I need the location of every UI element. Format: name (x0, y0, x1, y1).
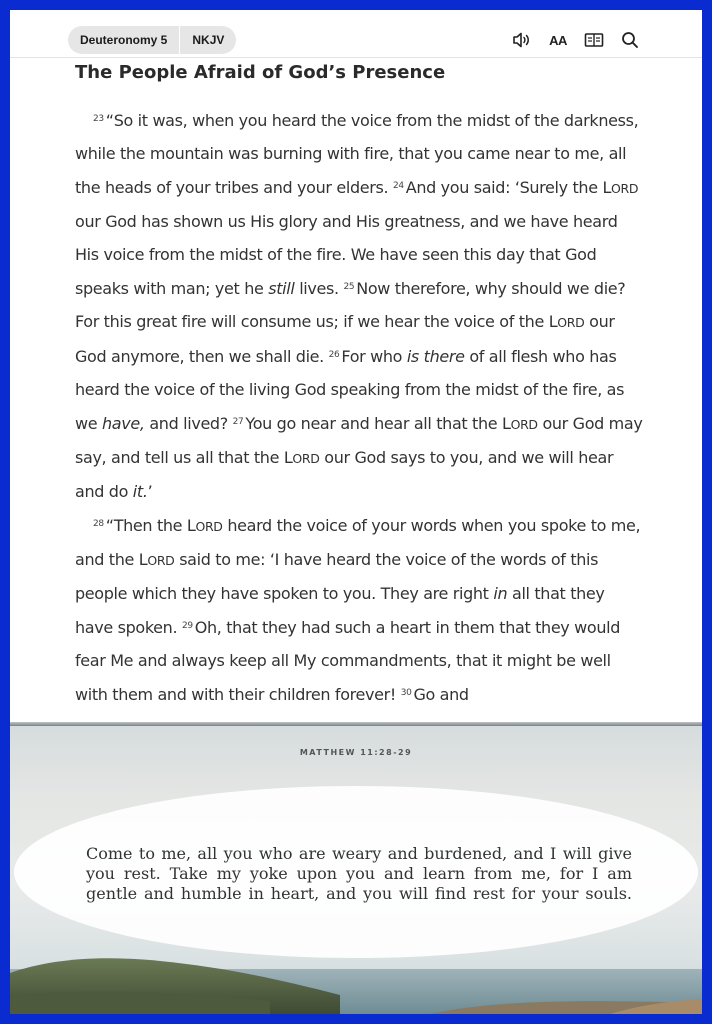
italic-word: in (493, 584, 508, 603)
verse-number: 28 (93, 519, 104, 529)
toolbar-actions (512, 30, 640, 50)
scripture-reader[interactable] (10, 58, 702, 722)
lord-small-caps: LORD (138, 550, 175, 569)
verse-text: said to me: ‘I have heard the voice of the words of this people which they have spoken to you. They are right (75, 550, 599, 603)
verse-text: our God says to you, and we will hear and do (75, 448, 614, 501)
text-size-icon[interactable]: AA (549, 32, 567, 48)
reader-toolbar (10, 10, 702, 58)
verse-text: “So it was, when you heard the voice from the midst of the darkness, while the mountain was burning with fire, that you came near to me, all the heads of your tribes and your elders. (75, 111, 639, 197)
search-icon[interactable] (620, 30, 640, 50)
lord-small-caps: LORD (548, 312, 585, 331)
verse-number: 25 (343, 282, 355, 292)
verse-text: our God anymore, then we shall die. (75, 312, 615, 366)
verse-text: Oh, that they had such a heart in them that they would fear Me and always keep all My commandments, that it might be well with them and with their children forever! (75, 618, 621, 704)
verse-number: 29 (181, 621, 193, 631)
verse-number: 23 (93, 114, 104, 124)
section-heading: The People Afraid of God’s Presence (75, 62, 446, 83)
scripture-text (75, 103, 645, 711)
verse-text: and lived? (149, 414, 228, 433)
verse-number: 26 (328, 350, 340, 360)
verse-number: 30 (400, 688, 412, 698)
book-chapter-button[interactable]: Deuteronomy 5 (80, 33, 168, 47)
lord-small-caps: LORD (502, 414, 538, 433)
italic-word: still (268, 279, 295, 298)
verse-text: “Then the (105, 516, 183, 535)
verse-text: our God has shown us His glory and His greatness, and we have heard His voice from the midst of the fire. We have seen this day that God speaks with man; yet he (75, 212, 618, 298)
verse-reference: MATTHEW 11:28-29 (299, 748, 413, 757)
verse-text: of all flesh who has heard the voice of the living God speaking from the midst of the fire, as we (75, 347, 625, 433)
italic-word: it. (132, 482, 148, 501)
verse-text: Go and (413, 685, 469, 704)
coastal-landscape-image (10, 951, 702, 1014)
verse-text: And you said: ‘Surely the (405, 178, 598, 197)
verse-text: all that they have spoken. (75, 584, 605, 637)
lord-small-caps: LORD (283, 448, 320, 467)
passage-selector[interactable] (68, 26, 236, 54)
verse-text: For who (341, 347, 403, 366)
app-frame (10, 10, 702, 1014)
speaker-icon[interactable] (512, 30, 532, 50)
italic-word: is there (406, 347, 465, 366)
verse-text: our God may say, and tell us all that the (75, 414, 643, 467)
verse-image-banner[interactable] (10, 726, 702, 1014)
verse-text: Now therefore, why should we die? For this great fire will consume us; if we hear the voice of the (75, 279, 626, 331)
verse-text: lives. (299, 279, 339, 298)
verse-text: ’ (147, 482, 153, 501)
verse-text: heard the voice of your words when you spoke to me, and the (75, 516, 641, 569)
lord-small-caps: LORD (602, 178, 639, 197)
version-button[interactable]: NKJV (192, 33, 225, 47)
italic-word: have, (101, 414, 145, 433)
lord-small-caps: LORD (186, 516, 223, 535)
verse-number: 27 (232, 417, 244, 427)
verse-text: You go near and hear all that the (245, 414, 498, 433)
verse-number: 24 (392, 181, 404, 191)
book-icon[interactable] (584, 30, 604, 50)
banner-verse-text: Come to me, all you who are weary and burdened, and I will give you rest. Take my yoke upon you and learn from me, for I am gentle and humble in heart, and you will find rest for your souls. (86, 844, 632, 903)
